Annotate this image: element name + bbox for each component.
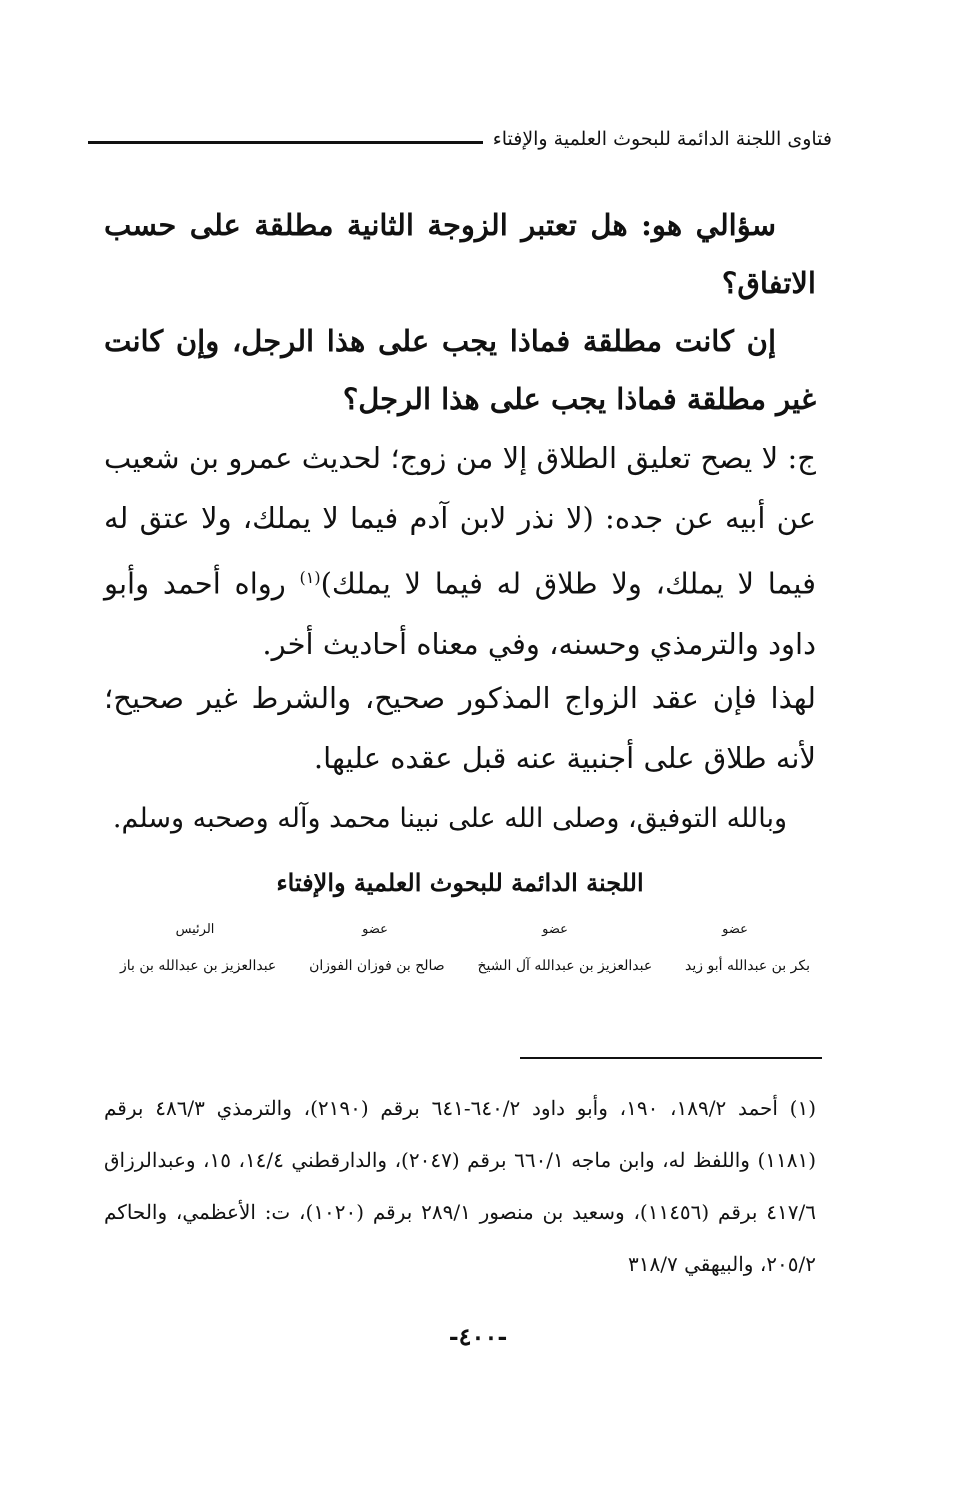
question-paragraph-2 [104, 312, 816, 428]
signatory-names [120, 958, 810, 974]
signatory-role: الرئيس [175, 922, 215, 937]
answer-text-2: لهذا فإن عقد الزواج المذكور صحيح، والشرط غير صحيح؛ لأنه طلاق على أجنبية عنه قبل عقده عليها. [104, 681, 816, 775]
signatory-role: عضو [542, 922, 568, 937]
signatory-role: عضو [362, 922, 388, 937]
signatory-name: صالح بن فوزان الفوزان [309, 958, 445, 974]
answer-paragraph-2 [104, 668, 816, 788]
header-rule [88, 141, 483, 144]
signatory-roles [120, 922, 810, 937]
footnote-separator [520, 1057, 822, 1059]
question-line-1: سؤالي هو: هل تعتبر الزوجة الثانية مطلقة على حسب الاتفاق؟ [104, 208, 816, 300]
answer-text-1a: ج: لا يصح تعليق الطلاق إلا من زوج؛ لحديث عمرو بن شعيب عن أبيه عن جده: (لا نذر لابن آدم فيما لا يملك، ولا عتق له فيما لا يملك، ولا طلاق له فيما لا يملك) [104, 441, 816, 601]
question-line-2: إن كانت مطلقة فماذا يجب على هذا الرجل، وإن كانت غير مطلقة فماذا يجب على هذا الرجل؟ [104, 324, 816, 416]
signatory-name: عبدالعزيز بن عبدالله آل الشيخ [477, 958, 653, 974]
footnote: (١) أحمد ١٨٩/٢، ١٩٠، وأبو داود ٦٤٠/٢-٦٤١ برقم (٢١٩٠)، والترمذي ٤٨٦/٣ برقم (١١٨١) واللفظ له، وابن ماجه ٦٦٠/١ برقم (٢٠٤٧)، والدارقطني ١٤/٤، ١٥، وعبدالرزاق ٤١٧/٦ برقم (١١٤٥٦)، وسعيد بن منصور ٢٨٩/١ برقم (١٠٢٠)، ت: الأعظمي، والحاكم ٢٠٥/٢، والبيهقي ٣١٨/٧ [104, 1096, 817, 1276]
signatory-role: عضو [722, 922, 748, 937]
answer-text-1b: رواه أحمد وأبو داود والترمذي وحسنه، وفي معناه أحاديث أخر. [104, 566, 816, 661]
footnote-reference: (١) [299, 568, 321, 587]
closing-line: وبالله التوفيق، وصلى الله على نبينا محمد وآله وصحبه وسلم. [112, 803, 788, 834]
signatory-name: عبدالعزيز بن عبدالله بن باز [120, 958, 277, 974]
question-paragraph-1 [104, 196, 816, 312]
signatory-name: بكر بن عبدالله أبو زيد [685, 958, 810, 974]
committee-title: اللجنة الدائمة للبحوث العلمية والإفتاء [276, 868, 644, 897]
answer-paragraph-1 [104, 428, 816, 674]
page-number: -٤٠٠- [448, 1322, 508, 1351]
running-header [88, 128, 832, 150]
header-title: فتاوى اللجنة الدائمة للبحوث العلمية والإفتاء [492, 128, 832, 150]
